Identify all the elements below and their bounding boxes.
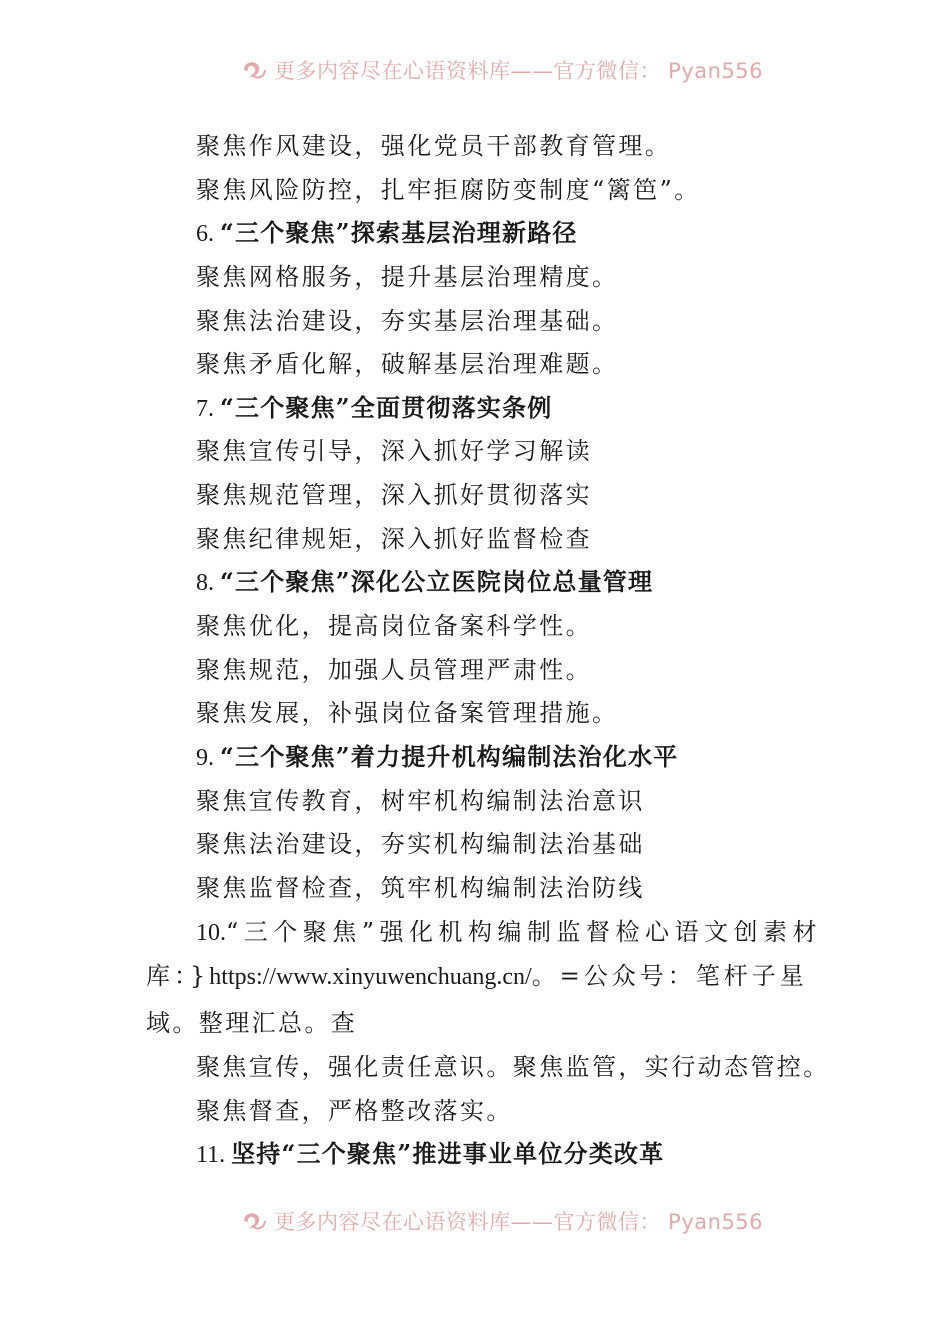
- body-line: 聚焦督查，严格整改落实。: [196, 1097, 513, 1125]
- section-title: “三个聚焦”着力提升机构编制法治化水平: [220, 742, 679, 771]
- section-heading: [196, 567, 653, 598]
- body-line: 聚焦矛盾化解，破解基层治理难题。: [196, 350, 619, 378]
- url-text: https://www.xinyuwenchuang.cn/: [209, 964, 532, 990]
- section-title: 坚持“三个聚焦”推进事业单位分类改革: [231, 1139, 665, 1168]
- line-text: 。=公众号：笔杆子星: [531, 962, 808, 990]
- section-heading: [196, 1139, 664, 1170]
- section-heading: [196, 218, 578, 249]
- body-line: 聚焦宣传教育，树牢机构编制法治意识: [196, 787, 645, 815]
- logo-icon: [240, 56, 268, 84]
- body-line: 聚焦优化，提高岗位备案科学性。: [196, 612, 592, 640]
- body-line: [146, 961, 808, 992]
- line-text: “三个聚焦”强化机构编制监督检心语文创素材: [226, 918, 823, 946]
- section-heading: [196, 742, 678, 773]
- body-line: 域。整理汇总。查: [146, 1009, 358, 1037]
- watermark-header: [240, 55, 763, 85]
- watermark-footer: [240, 1206, 763, 1236]
- body-line: 聚焦宣传，强化责任意识。聚焦监管，实行动态管控。: [196, 1053, 830, 1081]
- body-line: 聚焦网格服务，提升基层治理精度。: [196, 263, 619, 291]
- line-prefix: 库：}: [146, 962, 210, 990]
- body-line: 聚焦法治建设，夯实基层治理基础。: [196, 307, 619, 335]
- watermark-text: 更多内容尽在心语资料库——官方微信： Pyan556: [274, 59, 764, 83]
- section-title: “三个聚焦”全面贯彻落实条例: [220, 393, 553, 422]
- body-line: 聚焦发展，补强岗位备案管理措施。: [196, 699, 619, 727]
- body-line: 聚焦监督检查，筑牢机构编制法治防线: [196, 874, 645, 902]
- body-line: 聚焦规范，加强人员管理严肃性。: [196, 656, 592, 684]
- section-title: “三个聚焦”探索基层治理新路径: [220, 218, 578, 247]
- line-prefix: 10.: [196, 920, 226, 946]
- body-line: 聚焦作风建设，强化党员干部教育管理。: [196, 132, 672, 160]
- section-number: 8.: [196, 570, 214, 596]
- section-number: 7.: [196, 396, 214, 422]
- section-title: “三个聚焦”深化公立医院岗位总量管理: [220, 567, 654, 596]
- body-line: 聚焦纪律规矩，深入抓好监督检查: [196, 525, 592, 553]
- body-line: 聚焦规范管理，深入抓好贯彻落实: [196, 481, 592, 509]
- body-line: [196, 917, 822, 948]
- section-heading: [196, 393, 552, 424]
- watermark-text: 更多内容尽在心语资料库——官方微信： Pyan556: [274, 1210, 764, 1234]
- logo-icon: [240, 1207, 268, 1235]
- body-line: 聚焦法治建设，夯实机构编制法治基础: [196, 830, 645, 858]
- section-number: 6.: [196, 221, 214, 247]
- section-number: 9.: [196, 745, 214, 771]
- body-line: 聚焦风险防控，扎牢拒腐防变制度“篱笆”。: [196, 176, 701, 204]
- body-line: 聚焦宣传引导，深入抓好学习解读: [196, 437, 592, 465]
- section-number: 11.: [196, 1142, 226, 1168]
